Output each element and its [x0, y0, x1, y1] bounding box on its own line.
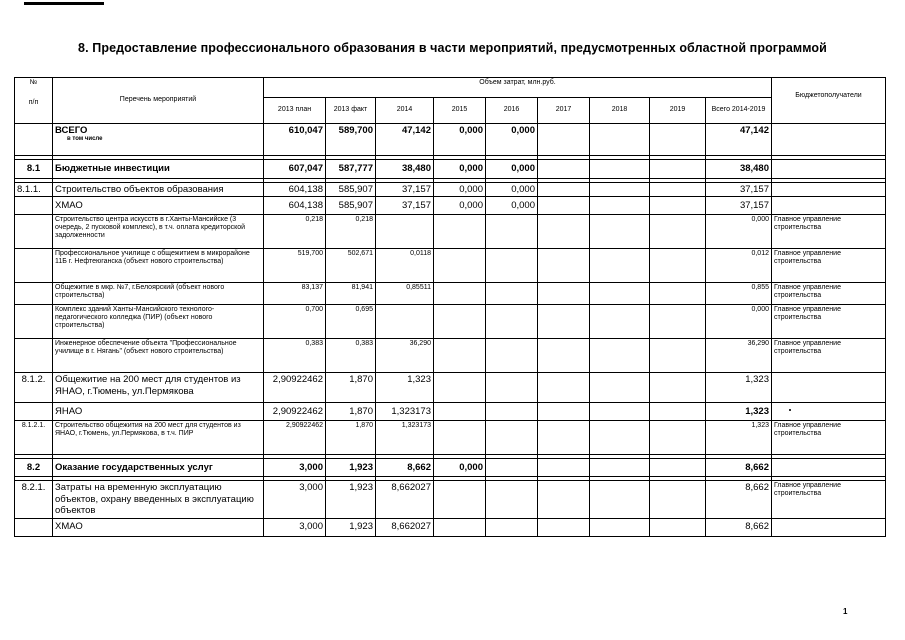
cell-2016: 0,000 — [486, 197, 538, 215]
cell-2017 — [538, 183, 590, 197]
header-2013-fact: 2013 факт — [326, 98, 376, 124]
cell-2018 — [590, 373, 650, 403]
cell-total: 0,000 — [706, 215, 772, 249]
cell-2014: 38,480 — [376, 160, 434, 179]
header-2017: 2017 — [538, 98, 590, 124]
cell-2016 — [486, 403, 538, 421]
header-2013-plan: 2013 план — [264, 98, 326, 124]
cell-2015: 0,000 — [434, 197, 486, 215]
table-row — [15, 183, 886, 197]
table-row — [15, 481, 886, 518]
cell-name: ХМАО — [53, 197, 264, 215]
header-list: Перечень мероприятий — [53, 78, 264, 124]
cell-name: ЯНАО — [53, 403, 264, 421]
cell-2017 — [538, 403, 590, 421]
cell-2014: 8,662027 — [376, 481, 434, 518]
cell-2015 — [434, 305, 486, 339]
cell-2017 — [538, 197, 590, 215]
table-row — [15, 215, 886, 249]
header-2016: 2016 — [486, 98, 538, 124]
cell-num — [15, 403, 53, 421]
cell-plan: 3,000 — [264, 481, 326, 518]
cell-2016 — [486, 215, 538, 249]
cell-2015 — [434, 215, 486, 249]
cell-2018 — [590, 305, 650, 339]
cell-plan: 607,047 — [264, 160, 326, 179]
cell-total: 37,157 — [706, 197, 772, 215]
cell-total: 1,323 — [706, 421, 772, 455]
cell-name: Затраты на временную эксплуатацию объектов, охрану введенных в эксплуатацию объектов — [53, 481, 264, 518]
cell-fact: 589,700 — [326, 124, 376, 156]
cell-2017 — [538, 283, 590, 305]
cell-recipient — [772, 160, 886, 179]
table-row — [15, 403, 886, 421]
cell-2017 — [538, 339, 590, 373]
page-title: 8. Предоставление профессионального образования в части мероприятий, предусмотренных областной программой — [78, 41, 827, 55]
table-row — [15, 283, 886, 305]
cell-fact: 81,941 — [326, 283, 376, 305]
cell-2017 — [538, 518, 590, 536]
cell-2019 — [650, 183, 706, 197]
cell-2019 — [650, 459, 706, 477]
header-volume: Объем затрат, млн.руб. — [264, 78, 772, 98]
cell-plan: 2,90922462 — [264, 403, 326, 421]
cell-fact: 1,870 — [326, 403, 376, 421]
cell-2014 — [376, 305, 434, 339]
table-row — [15, 249, 886, 283]
cell-2017 — [538, 124, 590, 156]
cell-2015 — [434, 518, 486, 536]
cell-2019 — [650, 403, 706, 421]
cell-2014: 0,85511 — [376, 283, 434, 305]
cell-2018 — [590, 459, 650, 477]
expenses-table — [14, 77, 886, 537]
cell-recipient — [772, 459, 886, 477]
table-row — [15, 305, 886, 339]
cell-2019 — [650, 215, 706, 249]
cell-name: Комплекс зданий Ханты-Мансийского технолого-педагогического колледжа (ПИР) (объект нового строительства) — [53, 305, 264, 339]
cell-total: 8,662 — [706, 459, 772, 477]
cell-2019 — [650, 160, 706, 179]
table-row — [15, 421, 886, 455]
cell-num — [15, 283, 53, 305]
cell-total: 37,157 — [706, 183, 772, 197]
cell-2015: 0,000 — [434, 124, 486, 156]
cell-total: 0,000 — [706, 305, 772, 339]
cell-2015: 0,000 — [434, 459, 486, 477]
cell-num — [15, 339, 53, 373]
cell-2015 — [434, 421, 486, 455]
cell-fact: 1,923 — [326, 518, 376, 536]
cell-fact: 1,870 — [326, 373, 376, 403]
cell-name: Строительство объектов образования — [53, 183, 264, 197]
table-row — [15, 518, 886, 536]
cell-num: 8.1.1. — [15, 183, 53, 197]
cell-name: ХМАО — [53, 518, 264, 536]
cell-fact: 585,907 — [326, 183, 376, 197]
table-row — [15, 373, 886, 403]
header-2015: 2015 — [434, 98, 486, 124]
cell-2018 — [590, 160, 650, 179]
cell-2017 — [538, 249, 590, 283]
cell-name: Инженерное обеспечение объекта "Профессиональное училище в г. Нягань" (объект нового строительства) — [53, 339, 264, 373]
cell-num — [15, 249, 53, 283]
cell-2014: 1,323173 — [376, 403, 434, 421]
cell-2016: 0,000 — [486, 124, 538, 156]
cell-2018 — [590, 421, 650, 455]
cell-fact: 1,870 — [326, 421, 376, 455]
table-row — [15, 459, 886, 477]
cell-2019 — [650, 305, 706, 339]
cell-2015: 0,000 — [434, 183, 486, 197]
header-recipients: Бюджетополучатели — [772, 78, 886, 124]
cell-2016 — [486, 459, 538, 477]
cell-recipient: Главное управление строительства — [772, 215, 886, 249]
cell-total: 1,323 — [706, 373, 772, 403]
cell-num: 8.2 — [15, 459, 53, 477]
cell-recipient — [772, 197, 886, 215]
cell-2018 — [590, 124, 650, 156]
cell-2015 — [434, 481, 486, 518]
cell-2017 — [538, 481, 590, 518]
cell-2014: 8,662 — [376, 459, 434, 477]
cell-2014: 1,323 — [376, 373, 434, 403]
cell-2019 — [650, 481, 706, 518]
cell-2019 — [650, 373, 706, 403]
cell-2019 — [650, 518, 706, 536]
cell-2014: 37,157 — [376, 183, 434, 197]
cell-2019 — [650, 339, 706, 373]
cell-plan: 2,90922462 — [264, 373, 326, 403]
cell-2018 — [590, 215, 650, 249]
cell-recipient — [772, 403, 886, 421]
cell-2017 — [538, 459, 590, 477]
header-2018: 2018 — [590, 98, 650, 124]
cell-fact: 587,777 — [326, 160, 376, 179]
cell-name: Общежитие на 200 мест для студентов из ЯНАО, г.Тюмень, ул.Пермякова — [53, 373, 264, 403]
cell-recipient: Главное управление строительства — [772, 481, 886, 518]
cell-fact: 0,383 — [326, 339, 376, 373]
cell-total: 8,662 — [706, 481, 772, 518]
cell-2017 — [538, 215, 590, 249]
cell-2017 — [538, 160, 590, 179]
cell-plan: 604,138 — [264, 197, 326, 215]
cell-recipient — [772, 518, 886, 536]
cell-plan: 83,137 — [264, 283, 326, 305]
cell-2015 — [434, 339, 486, 373]
cell-plan: 3,000 — [264, 459, 326, 477]
table-row — [15, 339, 886, 373]
cell-total: 1,323 — [706, 403, 772, 421]
top-rule — [24, 2, 104, 5]
cell-2016 — [486, 339, 538, 373]
cell-recipient: Главное управление строительства — [772, 305, 886, 339]
table-row — [15, 197, 886, 215]
cell-2017 — [538, 421, 590, 455]
cell-plan: 0,700 — [264, 305, 326, 339]
cell-name: Оказание государственных услуг — [53, 459, 264, 477]
cell-plan: 604,138 — [264, 183, 326, 197]
cell-plan: 3,000 — [264, 518, 326, 536]
cell-2014: 36,290 — [376, 339, 434, 373]
cell-2015 — [434, 249, 486, 283]
cell-2014: 1,323173 — [376, 421, 434, 455]
cell-num — [15, 518, 53, 536]
cell-fact: 1,923 — [326, 459, 376, 477]
cell-num: 8.1.2.1. — [15, 421, 53, 455]
cell-plan: 610,047 — [264, 124, 326, 156]
cell-plan: 0,218 — [264, 215, 326, 249]
cell-fact: 0,695 — [326, 305, 376, 339]
header-num — [15, 78, 53, 124]
cell-2018 — [590, 403, 650, 421]
cell-2016 — [486, 249, 538, 283]
cell-2019 — [650, 249, 706, 283]
cell-2014 — [376, 215, 434, 249]
cell-2019 — [650, 283, 706, 305]
cell-2018 — [590, 518, 650, 536]
cell-recipient: Главное управление строительства — [772, 283, 886, 305]
cell-2019 — [650, 124, 706, 156]
cell-2014: 47,142 — [376, 124, 434, 156]
cell-2018 — [590, 197, 650, 215]
cell-num — [15, 305, 53, 339]
header-num-sign: № — [29, 79, 38, 86]
page-number: 1 — [843, 607, 848, 616]
cell-recipient — [772, 373, 886, 403]
cell-name: Общежитие в мкр. №7, г.Белоярский (объект нового строительства) — [53, 283, 264, 305]
cell-recipient: Главное управление строительства — [772, 421, 886, 455]
cell-fact: 585,907 — [326, 197, 376, 215]
cell-2019 — [650, 197, 706, 215]
cell-2015 — [434, 283, 486, 305]
cell-fact: 0,218 — [326, 215, 376, 249]
cell-num — [15, 215, 53, 249]
cell-2016 — [486, 518, 538, 536]
cell-name: Строительство общежития на 200 мест для студентов из ЯНАО, г.Тюмень, ул.Пермякова, в т.ч. ПИР — [53, 421, 264, 455]
cell-recipient — [772, 183, 886, 197]
cell-2018 — [590, 283, 650, 305]
cell-2016 — [486, 373, 538, 403]
cell-2015 — [434, 373, 486, 403]
cell-recipient — [772, 124, 886, 156]
cell-num — [15, 124, 53, 156]
cell-total: 8,662 — [706, 518, 772, 536]
cell-2014: 37,157 — [376, 197, 434, 215]
cell-total: 36,290 — [706, 339, 772, 373]
cell-2014: 0,0118 — [376, 249, 434, 283]
cell-num: 8.2.1. — [15, 481, 53, 518]
cell-name: Бюджетные инвестиции — [53, 160, 264, 179]
cell-name — [53, 124, 264, 156]
cell-total: 47,142 — [706, 124, 772, 156]
header-num-pp: п/п — [28, 99, 39, 107]
cell-total: 38,480 — [706, 160, 772, 179]
cell-2019 — [650, 421, 706, 455]
cell-2016 — [486, 305, 538, 339]
cell-recipient: Главное управление строительства — [772, 249, 886, 283]
header-2014: 2014 — [376, 98, 434, 124]
cell-plan: 0,383 — [264, 339, 326, 373]
cell-plan: 519,700 — [264, 249, 326, 283]
header-total: Всего 2014-2019 — [706, 98, 772, 124]
cell-total: 0,012 — [706, 249, 772, 283]
cell-2014: 8,662027 — [376, 518, 434, 536]
table-row-total — [15, 124, 886, 156]
cell-recipient: Главное управление строительства — [772, 339, 886, 373]
cell-2016 — [486, 421, 538, 455]
cell-name: Профессиональное училище с общежитием в микрорайоне 11Б г. Нефтеюганска (объект нового строительства) — [53, 249, 264, 283]
cell-2018 — [590, 249, 650, 283]
scan-dot — [789, 409, 791, 411]
cell-2015 — [434, 403, 486, 421]
total-sub-label: в том числе — [67, 136, 103, 143]
total-label: ВСЕГО — [55, 125, 88, 136]
header-2019: 2019 — [650, 98, 706, 124]
cell-fact: 502,671 — [326, 249, 376, 283]
cell-fact: 1,923 — [326, 481, 376, 518]
cell-2017 — [538, 373, 590, 403]
cell-num: 8.1 — [15, 160, 53, 179]
cell-num — [15, 197, 53, 215]
cell-total: 0,855 — [706, 283, 772, 305]
cell-name: Строительство центра искусств в г.Ханты-Мансийске (3 очередь, 2 пусковой комплекс), в т.ч. оплата кредиторской задолженности — [53, 215, 264, 249]
cell-2018 — [590, 183, 650, 197]
cell-2016 — [486, 481, 538, 518]
cell-2016: 0,000 — [486, 160, 538, 179]
cell-2017 — [538, 305, 590, 339]
cell-plan: 2,90922462 — [264, 421, 326, 455]
cell-2015: 0,000 — [434, 160, 486, 179]
cell-2018 — [590, 481, 650, 518]
table-row — [15, 160, 886, 179]
cell-num: 8.1.2. — [15, 373, 53, 403]
cell-2016 — [486, 283, 538, 305]
cell-2018 — [590, 339, 650, 373]
cell-2016: 0,000 — [486, 183, 538, 197]
